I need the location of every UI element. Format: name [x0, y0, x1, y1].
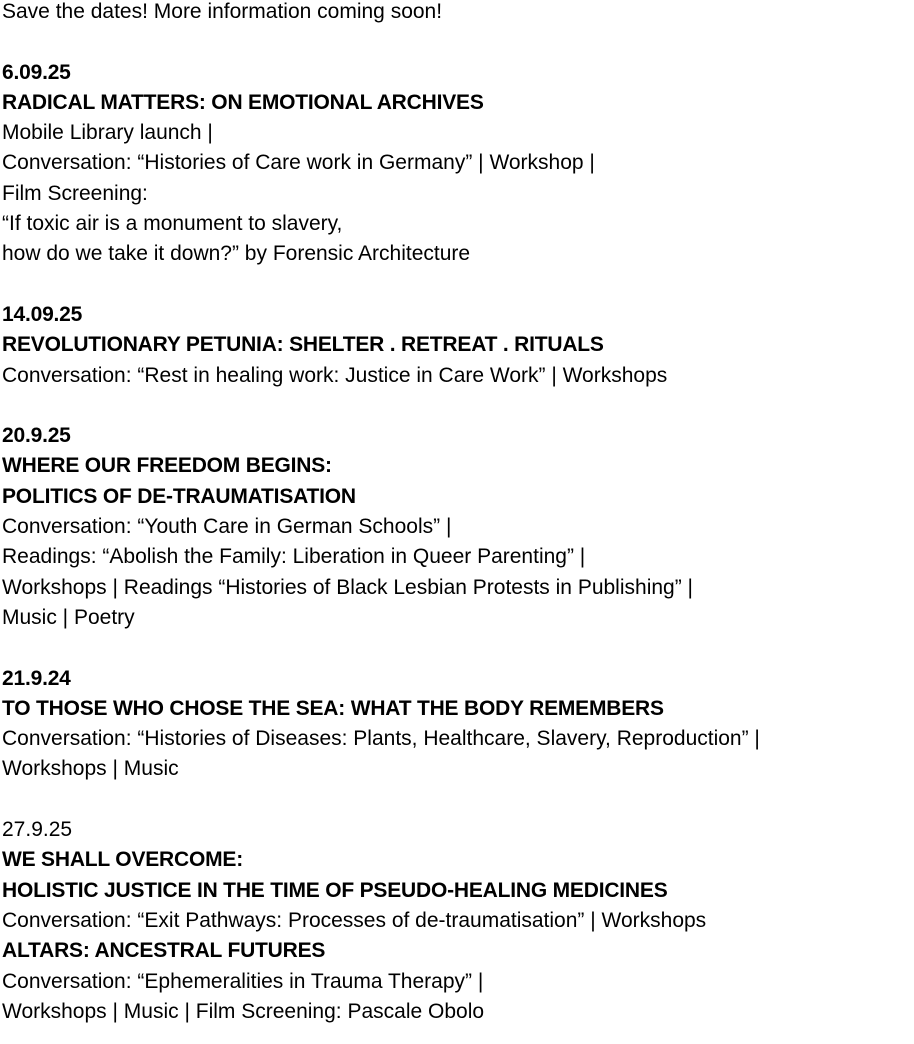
event-1: [2, 58, 914, 270]
spacer: [2, 785, 914, 815]
event-detail: Conversation: “Histories of Care work in Germany” | Workshop |: [2, 151, 595, 175]
event-2: [2, 300, 914, 391]
event-detail: Workshops | Music | Film Screening: Pascale Obolo: [2, 999, 485, 1023]
spacer: [2, 633, 914, 663]
event-detail: Conversation: “Ephemeralities in Trauma Therapy” |: [2, 969, 484, 993]
event-3: [2, 421, 914, 633]
spacer: [2, 270, 914, 300]
event-title: TO THOSE WHO CHOSE THE SEA: WHAT THE BODY REMEMBERS: [2, 696, 664, 720]
event-detail: how do we take it down?” by Forensic Architecture: [2, 242, 471, 266]
event-title: RADICAL MATTERS: ON EMOTIONAL ARCHIVES: [2, 90, 484, 114]
event-detail: Conversation: “Exit Pathways: Processes of de-traumatisation” | Workshops: [2, 908, 707, 932]
event-detail: Film Screening:: [2, 181, 148, 205]
event-title: WE SHALL OVERCOME:: [2, 848, 244, 872]
event-detail: Conversation: “Rest in healing work: Justice in Care Work” | Workshops: [2, 363, 668, 387]
event-title: REVOLUTIONARY PETUNIA: SHELTER . RETREAT . RITUALS: [2, 333, 604, 357]
spacer: [2, 391, 914, 421]
event-detail: Conversation: “Youth Care in German Schools” |: [2, 515, 452, 539]
event-5: [2, 815, 914, 1027]
event-date: 14.09.25: [2, 302, 83, 326]
event-title: POLITICS OF DE-TRAUMATISATION: [2, 484, 356, 508]
event-date: 27.9.25: [2, 818, 73, 842]
event-detail: Readings: “Abolish the Family: Liberation in Queer Parenting” |: [2, 545, 586, 569]
event-detail: Mobile Library launch |: [2, 121, 213, 145]
event-detail: “If toxic air is a monument to slavery,: [2, 212, 343, 236]
event-detail: Workshops | Music: [2, 757, 179, 781]
event-subtitle: ALTARS: ANCESTRAL FUTURES: [2, 939, 326, 963]
event-date: 6.09.25: [2, 60, 71, 84]
intro-text: Save the dates! More information coming soon!: [2, 0, 443, 23]
event-detail: Workshops | Readings “Histories of Black Lesbian Protests in Publishing” |: [2, 575, 694, 599]
event-4: [2, 664, 914, 785]
event-date: 20.9.25: [2, 424, 71, 448]
event-date: 21.9.24: [2, 666, 71, 690]
event-title: HOLISTIC JUSTICE IN THE TIME OF PSEUDO-HEALING MEDICINES: [2, 878, 668, 902]
event-detail: Music | Poetry: [2, 605, 135, 629]
event-title: WHERE OUR FREEDOM BEGINS:: [2, 454, 332, 478]
event-detail: Conversation: “Histories of Diseases: Plants, Healthcare, Slavery, Reproduction” |: [2, 727, 760, 751]
spacer: [2, 27, 914, 57]
